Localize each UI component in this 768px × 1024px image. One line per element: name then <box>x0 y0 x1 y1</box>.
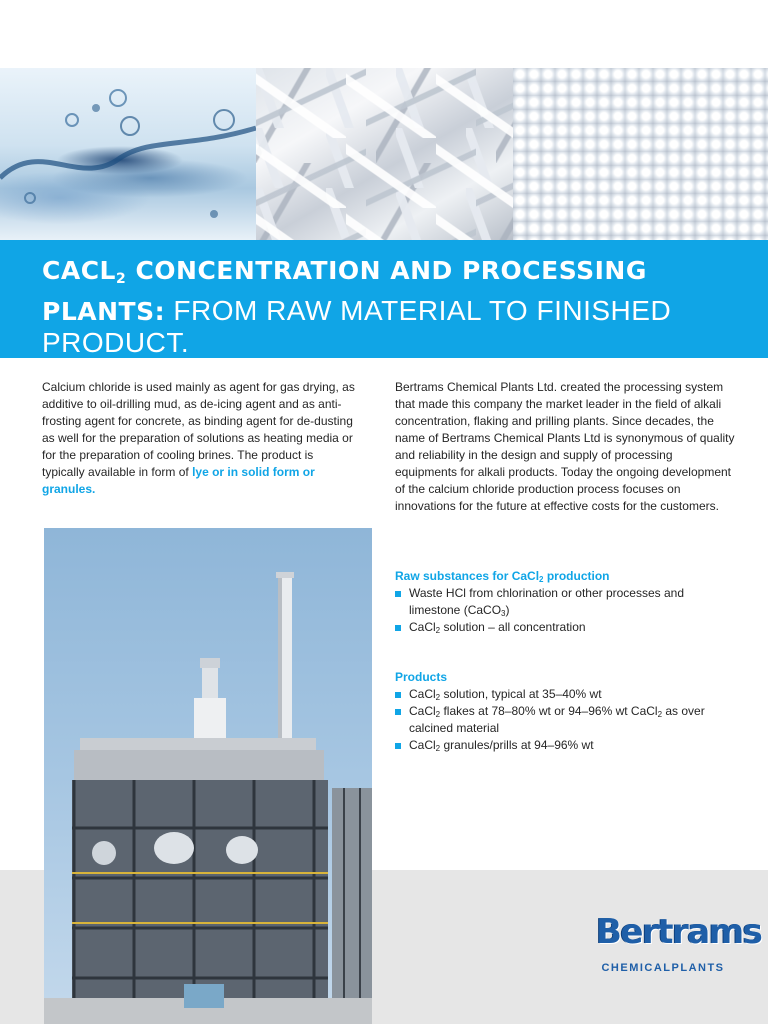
prod-item1-post: solution, typical at 35–40% wt <box>440 687 602 701</box>
raw-item1-pre: Waste HCl from chlorination or other processes and limestone (CaCO <box>409 586 685 617</box>
intro-right-paragraph: Bertrams Chemical Plants Ltd. created the processing system that made this company the market leader in the field of alkali concentration, flaking and prilling plants. Since decades, the name of Bertrams Chemical Plants Ltd is synonymous of quality and reliability in the design and supply of processing equipments for alkali products. Today the ongoing development of the calcium chloride production process focuses on innovations for the future at effective costs for the customers. <box>395 380 735 513</box>
title-bold-pre: CACL <box>42 256 116 285</box>
logo-subtitle: CHEMICALPLANTS <box>601 962 725 974</box>
title-bold-post: CONCENTRATION AND PROCESSING PLANTS: <box>42 256 647 326</box>
raw-substances-heading <box>395 569 610 583</box>
prod-item3-post: granules/prills at 94–96% wt <box>440 738 594 752</box>
title-light: FROM RAW MATERIAL TO FINISHED PRODUCT. <box>42 295 672 358</box>
intro-left-highlight: lye or in solid form or granules. <box>42 465 315 496</box>
prod-item2-pre: CaCl <box>409 704 436 718</box>
list-item <box>395 737 735 754</box>
prod-item2-mid: flakes at 78–80% wt or 94–96% wt CaCl <box>440 704 658 718</box>
raw-item1-post: ) <box>505 603 510 617</box>
prod-item3-pre: CaCl <box>409 738 436 752</box>
raw-item1-sub: 3 <box>501 609 506 618</box>
processing-plant-photo <box>44 528 372 1024</box>
title-bold-sub: 2 <box>115 271 127 287</box>
raw-heading-post: production <box>543 569 610 583</box>
prod-item2-sub: 2 <box>435 710 441 719</box>
list-item <box>395 703 735 737</box>
intro-left-paragraph <box>42 379 358 498</box>
raw-substances-list <box>395 585 735 636</box>
prod-item2-post: as over calcined material <box>409 704 705 735</box>
logo-wordmark: Bertrams <box>596 912 762 952</box>
prod-item2-sub2: 2 <box>657 710 663 719</box>
raw-item2-pre: CaCl <box>409 620 436 634</box>
prod-item1-pre: CaCl <box>409 687 436 701</box>
water-splash-image <box>0 68 256 240</box>
raw-item2-sub: 2 <box>435 626 441 635</box>
products-heading: Products <box>395 670 448 684</box>
header-photo-strip <box>0 68 768 240</box>
list-item <box>395 585 735 619</box>
raw-item2-post: solution – all concentration <box>440 620 586 634</box>
prod-item1-sub: 2 <box>435 693 441 702</box>
bertrams-logo <box>596 908 762 988</box>
products-list <box>395 686 735 754</box>
list-item <box>395 686 735 703</box>
list-item <box>395 619 735 636</box>
intro-left-text: Calcium chloride is used mainly as agent for gas drying, as additive to oil-drilling mud, as de-icing agent and as anti-frosting agent for concrete, as binding agent for de-dusting as well for the preparation of solutions as heating media or for the preparation of cooling brines. The product is typically available in form of <box>42 380 355 479</box>
calcium-chloride-flakes-image <box>256 68 513 240</box>
calcium-chloride-granules-image <box>513 68 768 240</box>
prod-item3-sub: 2 <box>435 744 441 753</box>
raw-heading-sub: 2 <box>539 575 544 584</box>
raw-heading-pre: Raw substances for CaCl <box>395 569 540 583</box>
page-title <box>42 254 742 358</box>
